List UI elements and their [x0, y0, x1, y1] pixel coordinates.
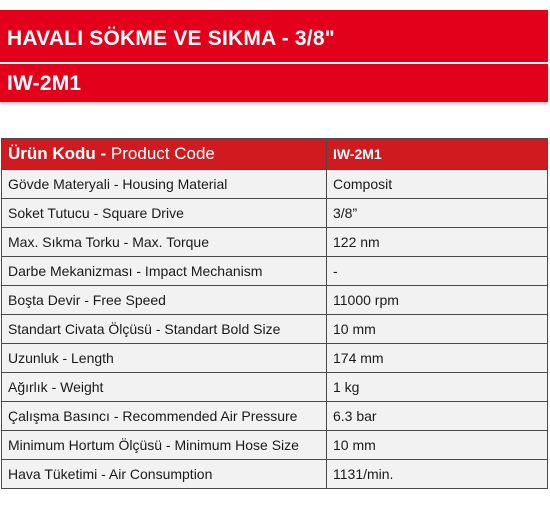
spec-label: Max. Sıkma Torku - Max. Torque: [2, 228, 327, 257]
table-row: [2, 199, 548, 228]
model-banner: [0, 64, 548, 102]
table-row: [2, 460, 548, 489]
spec-value: Composit: [327, 170, 548, 199]
spec-value: 3/8”: [327, 199, 548, 228]
product-title-banner: [0, 10, 548, 62]
spec-table-header: [2, 139, 548, 170]
spec-label: Soket Tutucu - Square Drive: [2, 199, 327, 228]
table-row: [2, 344, 548, 373]
spec-value: 1 kg: [327, 373, 548, 402]
spec-label: Standart Civata Ölçüsü - Standart Bold Size: [2, 315, 327, 344]
header-label-cell: [2, 139, 327, 170]
spec-label: Boşta Devir - Free Speed: [2, 286, 327, 315]
table-row: [2, 402, 548, 431]
table-row: [2, 257, 548, 286]
table-row: [2, 228, 548, 257]
model-code: IW-2M1: [7, 72, 82, 95]
product-title: HAVALI SÖKME VE SIKMA - 3/8": [7, 27, 335, 50]
spec-label: Uzunluk - Length: [2, 344, 327, 373]
spec-label: Hava Tüketimi - Air Consumption: [2, 460, 327, 489]
table-row: [2, 431, 548, 460]
spec-label: Ağırlık - Weight: [2, 373, 327, 402]
spec-value: 1131/min.: [327, 460, 548, 489]
table-row: [2, 286, 548, 315]
spec-value: 6.3 bar: [327, 402, 548, 431]
spec-label: Darbe Mekanizması - Impact Mechanism: [2, 257, 327, 286]
spec-value: 174 mm: [327, 344, 548, 373]
spec-value: 10 mm: [327, 315, 548, 344]
spec-value: 10 mm: [327, 431, 548, 460]
spec-value: 122 nm: [327, 228, 548, 257]
table-row: [2, 315, 548, 344]
table-row: [2, 373, 548, 402]
spec-value: -: [327, 257, 548, 286]
header-label-tr: Ürün Kodu -: [8, 144, 111, 163]
spec-value: 11000 rpm: [327, 286, 548, 315]
spec-label: Minimum Hortum Ölçüsü - Minimum Hose Size: [2, 431, 327, 460]
spec-table: [1, 138, 548, 489]
spec-label: Gövde Materyali - Housing Material: [2, 170, 327, 199]
header-value: IW-2M1: [327, 139, 548, 170]
table-row: [2, 170, 548, 199]
header-label-en: Product Code: [110, 144, 215, 163]
spec-label: Çalışma Basıncı - Recommended Air Pressure: [2, 402, 327, 431]
